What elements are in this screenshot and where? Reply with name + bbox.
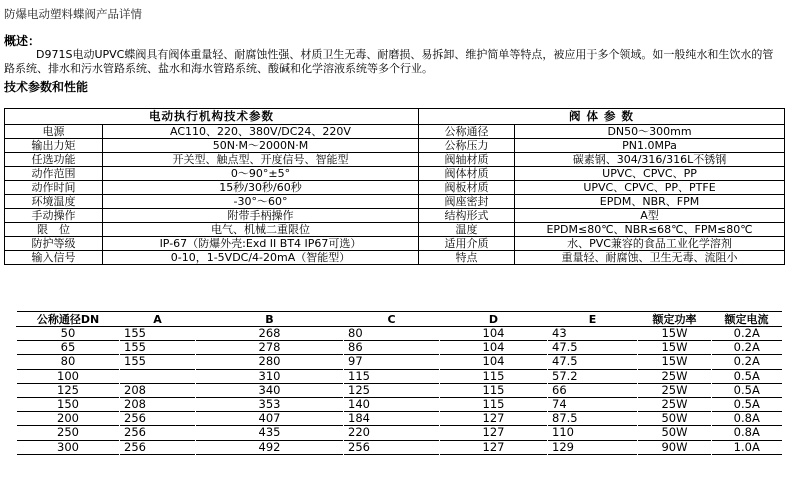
actuator-param-value: IP-67（防爆外壳:Exd II BT4 IP67可选）: [103, 237, 419, 251]
dimension-table-cell: 86: [344, 341, 440, 355]
actuator-param-label: 动作范围: [5, 167, 103, 181]
spec-table: [4, 108, 785, 265]
spec-table-row: [5, 223, 785, 237]
dimension-table-cell: 115: [440, 383, 548, 397]
valve-param-label: 结构形式: [419, 209, 515, 223]
actuator-param-label: 输入信号: [5, 251, 103, 265]
dimension-table-cell: 80: [17, 355, 120, 369]
dimension-table-column-header: 额定电流: [712, 312, 782, 327]
dimension-table-cell: 0.5A: [712, 383, 782, 397]
dimension-table-cell: 97: [344, 355, 440, 369]
overview-heading: 概述：: [4, 34, 41, 48]
actuator-param-value: 附带手柄操作: [103, 209, 419, 223]
valve-param-label: 公称通径: [419, 125, 515, 139]
dimension-table-cell: 50W: [638, 412, 712, 426]
spec-table-row: [5, 181, 785, 195]
dimension-table-cell: 220: [344, 426, 440, 440]
dimension-table-cell: 155: [120, 327, 196, 341]
dimension-table-row: [17, 426, 782, 440]
dimension-table-cell: 278: [196, 341, 344, 355]
valve-param-label: 阀轴材质: [419, 153, 515, 167]
spec-table-row: [5, 125, 785, 139]
actuator-param-label: 动作时间: [5, 181, 103, 195]
dimension-table-cell: 87.5: [548, 412, 638, 426]
dimension-table-cell: 115: [440, 397, 548, 411]
dimension-table-cell: 74: [548, 397, 638, 411]
actuator-param-label: 输出力矩: [5, 139, 103, 153]
params-heading: 技术参数和性能: [4, 80, 89, 94]
dimension-table-cell: 15W: [638, 327, 712, 341]
dimension-table-row: [17, 397, 782, 411]
dimension-table-cell: 268: [196, 327, 344, 341]
actuator-param-value: 电气、机械二重限位: [103, 223, 419, 237]
dimension-table-cell: 155: [120, 341, 196, 355]
dimension-table-cell: 0.2A: [712, 341, 782, 355]
dimension-table-cell: 65: [17, 341, 120, 355]
dimension-table-cell: 25W: [638, 369, 712, 383]
dimension-table-cell: 0.2A: [712, 327, 782, 341]
dimension-table-row: [17, 383, 782, 397]
valve-param-value: UPVC、CPVC、PP、PTFE: [515, 181, 785, 195]
dimension-table-cell: 140: [344, 397, 440, 411]
dimension-table-row: [17, 355, 782, 369]
valve-param-value: A型: [515, 209, 785, 223]
dimension-table-cell: 256: [344, 440, 440, 454]
dimension-table-cell: 25W: [638, 383, 712, 397]
valve-param-value: DN50～300mm: [515, 125, 785, 139]
actuator-param-label: 环境温度: [5, 195, 103, 209]
dimension-table-cell: 104: [440, 355, 548, 369]
dimension-table-cell: 0.5A: [712, 397, 782, 411]
dimension-table-cell: 129: [548, 440, 638, 454]
dimension-table-cell: 104: [440, 341, 548, 355]
dimension-table-cell: 115: [344, 369, 440, 383]
dimension-table-column-header: C: [344, 312, 440, 327]
dimension-table-cell: 353: [196, 397, 344, 411]
dimension-table-cell: 208: [120, 397, 196, 411]
dimension-table-cell: 0.8A: [712, 426, 782, 440]
dimension-table-cell: 47.5: [548, 341, 638, 355]
dimension-table-cell: 90W: [638, 440, 712, 454]
dimension-table-cell: 47.5: [548, 355, 638, 369]
dimension-table-column-header: 额定功率: [638, 312, 712, 327]
actuator-param-value: -30°～60°: [103, 195, 419, 209]
actuator-param-value: 0-10，1-5VDC/4-20mA（智能型）: [103, 251, 419, 265]
dimension-table-column-header: E: [548, 312, 638, 327]
dimension-table-cell: 155: [120, 355, 196, 369]
dimension-table-cell: 50: [17, 327, 120, 341]
dimension-table-cell: 110: [548, 426, 638, 440]
dimension-table: [16, 311, 782, 455]
dimension-table-cell: 50W: [638, 426, 712, 440]
overview-text: D971S电动UPVC蝶阀具有阀体重量轻、耐腐蚀性强、材质卫生无毒、耐磨损、易拆卸、维护简单等特点，被应用于多个领域。如一般纯水和生饮水的管路系统、排水和污水管路系统、盐水和海水管路系统、酸碱和化学溶液系统等多个行业。: [4, 48, 774, 75]
spec-table-row: [5, 209, 785, 223]
valve-param-label: 适用介质: [419, 237, 515, 251]
valve-param-value: UPVC、CPVC、PP: [515, 167, 785, 181]
dimension-table-cell: 256: [120, 426, 196, 440]
dimension-table-cell: 310: [196, 369, 344, 383]
dimension-table-cell: 127: [440, 412, 548, 426]
dimension-table-cell: 250: [17, 426, 120, 440]
dimension-table-row: [17, 369, 782, 383]
dimension-table-cell: 15W: [638, 341, 712, 355]
spec-table-row: [5, 153, 785, 167]
actuator-param-value: 50N·M～2000N·M: [103, 139, 419, 153]
valve-body-params-header: 阀 体 参 数: [419, 109, 785, 125]
dimension-table-header-row: [17, 312, 782, 327]
dimension-table-cell: 0.8A: [712, 412, 782, 426]
dimension-table-cell: 0.2A: [712, 355, 782, 369]
dimension-table-cell: 66: [548, 383, 638, 397]
spec-table-row: [5, 251, 785, 265]
valve-param-label: 温度: [419, 223, 515, 237]
dimension-table-cell: 280: [196, 355, 344, 369]
actuator-param-value: AC110、220、380V/DC24、220V: [103, 125, 419, 139]
spec-table-row: [5, 167, 785, 181]
dimension-table-cell: 25W: [638, 397, 712, 411]
dimension-table-cell: 1.0A: [712, 440, 782, 454]
dimension-table-cell: 127: [440, 440, 548, 454]
dimension-table-column-header: B: [196, 312, 344, 327]
dimension-table-cell: 115: [440, 369, 548, 383]
actuator-param-label: 手动操作: [5, 209, 103, 223]
dimension-table-cell: 340: [196, 383, 344, 397]
actuator-param-label: 限 位: [5, 223, 103, 237]
dimension-table-cell: 407: [196, 412, 344, 426]
dimension-table-column-header: 公称通径DN: [17, 312, 120, 327]
valve-param-label: 特点: [419, 251, 515, 265]
dimension-table-cell: 0.5A: [712, 369, 782, 383]
actuator-param-value: 开关型、触点型、开度信号、智能型: [103, 153, 419, 167]
dimension-table-row: [17, 341, 782, 355]
dimension-table-cell: 200: [17, 412, 120, 426]
dimension-table-cell: 150: [17, 397, 120, 411]
dimension-table-row: [17, 327, 782, 341]
dimension-table-cell: 104: [440, 327, 548, 341]
dimension-table-cell: 435: [196, 426, 344, 440]
valve-param-label: 阀座密封: [419, 195, 515, 209]
valve-param-label: 阀板材质: [419, 181, 515, 195]
spec-table-row: [5, 139, 785, 153]
dimension-table-cell: 256: [120, 412, 196, 426]
dimension-table-column-header: D: [440, 312, 548, 327]
dimension-table-column-header: A: [120, 312, 196, 327]
dimension-table-row: [17, 412, 782, 426]
actuator-param-value: 0～90°±5°: [103, 167, 419, 181]
dimension-table-cell: 184: [344, 412, 440, 426]
dimension-table-row: [17, 440, 782, 454]
valve-param-value: 重量轻、耐腐蚀、卫生无毒、流阻小: [515, 251, 785, 265]
dimension-table-cell: 300: [17, 440, 120, 454]
actuator-param-label: 任选功能: [5, 153, 103, 167]
spec-table-row: [5, 237, 785, 251]
page-title: 防爆电动塑料蝶阀产品详情: [4, 7, 142, 21]
valve-param-value: EPDM、NBR、FPM: [515, 195, 785, 209]
valve-param-value: EPDM≤80℃、NBR≤68℃、FPM≤80℃: [515, 223, 785, 237]
dimension-table-cell: 80: [344, 327, 440, 341]
dimension-table-cell: 100: [17, 369, 120, 383]
dimension-table-cell: 492: [196, 440, 344, 454]
actuator-params-header: 电动执行机构技术参数: [149, 109, 274, 123]
valve-param-value: 碳素钢、304/316/316L不锈钢: [515, 153, 785, 167]
dimension-table-cell: 256: [120, 440, 196, 454]
dimension-table-cell: 208: [120, 383, 196, 397]
dimension-table-cell: 15W: [638, 355, 712, 369]
dimension-table-cell: 125: [344, 383, 440, 397]
valve-param-label: 阀体材质: [419, 167, 515, 181]
spec-table-header-row: [5, 109, 785, 125]
dimension-table-cell: 43: [548, 327, 638, 341]
actuator-param-value: 15秒/30秒/60秒: [103, 181, 419, 195]
spec-table-row: [5, 195, 785, 209]
valve-param-label: 公称压力: [419, 139, 515, 153]
dimension-table-cell: 127: [440, 426, 548, 440]
actuator-param-label: 电源: [5, 125, 103, 139]
dimension-table-cell: 57.2: [548, 369, 638, 383]
valve-param-value: 水、PVC兼容的食品工业化学溶剂: [515, 237, 785, 251]
valve-param-value: PN1.0MPa: [515, 139, 785, 153]
dimension-table-cell: 125: [17, 383, 120, 397]
actuator-param-label: 防护等级: [5, 237, 103, 251]
dimension-table-cell: [120, 369, 196, 383]
